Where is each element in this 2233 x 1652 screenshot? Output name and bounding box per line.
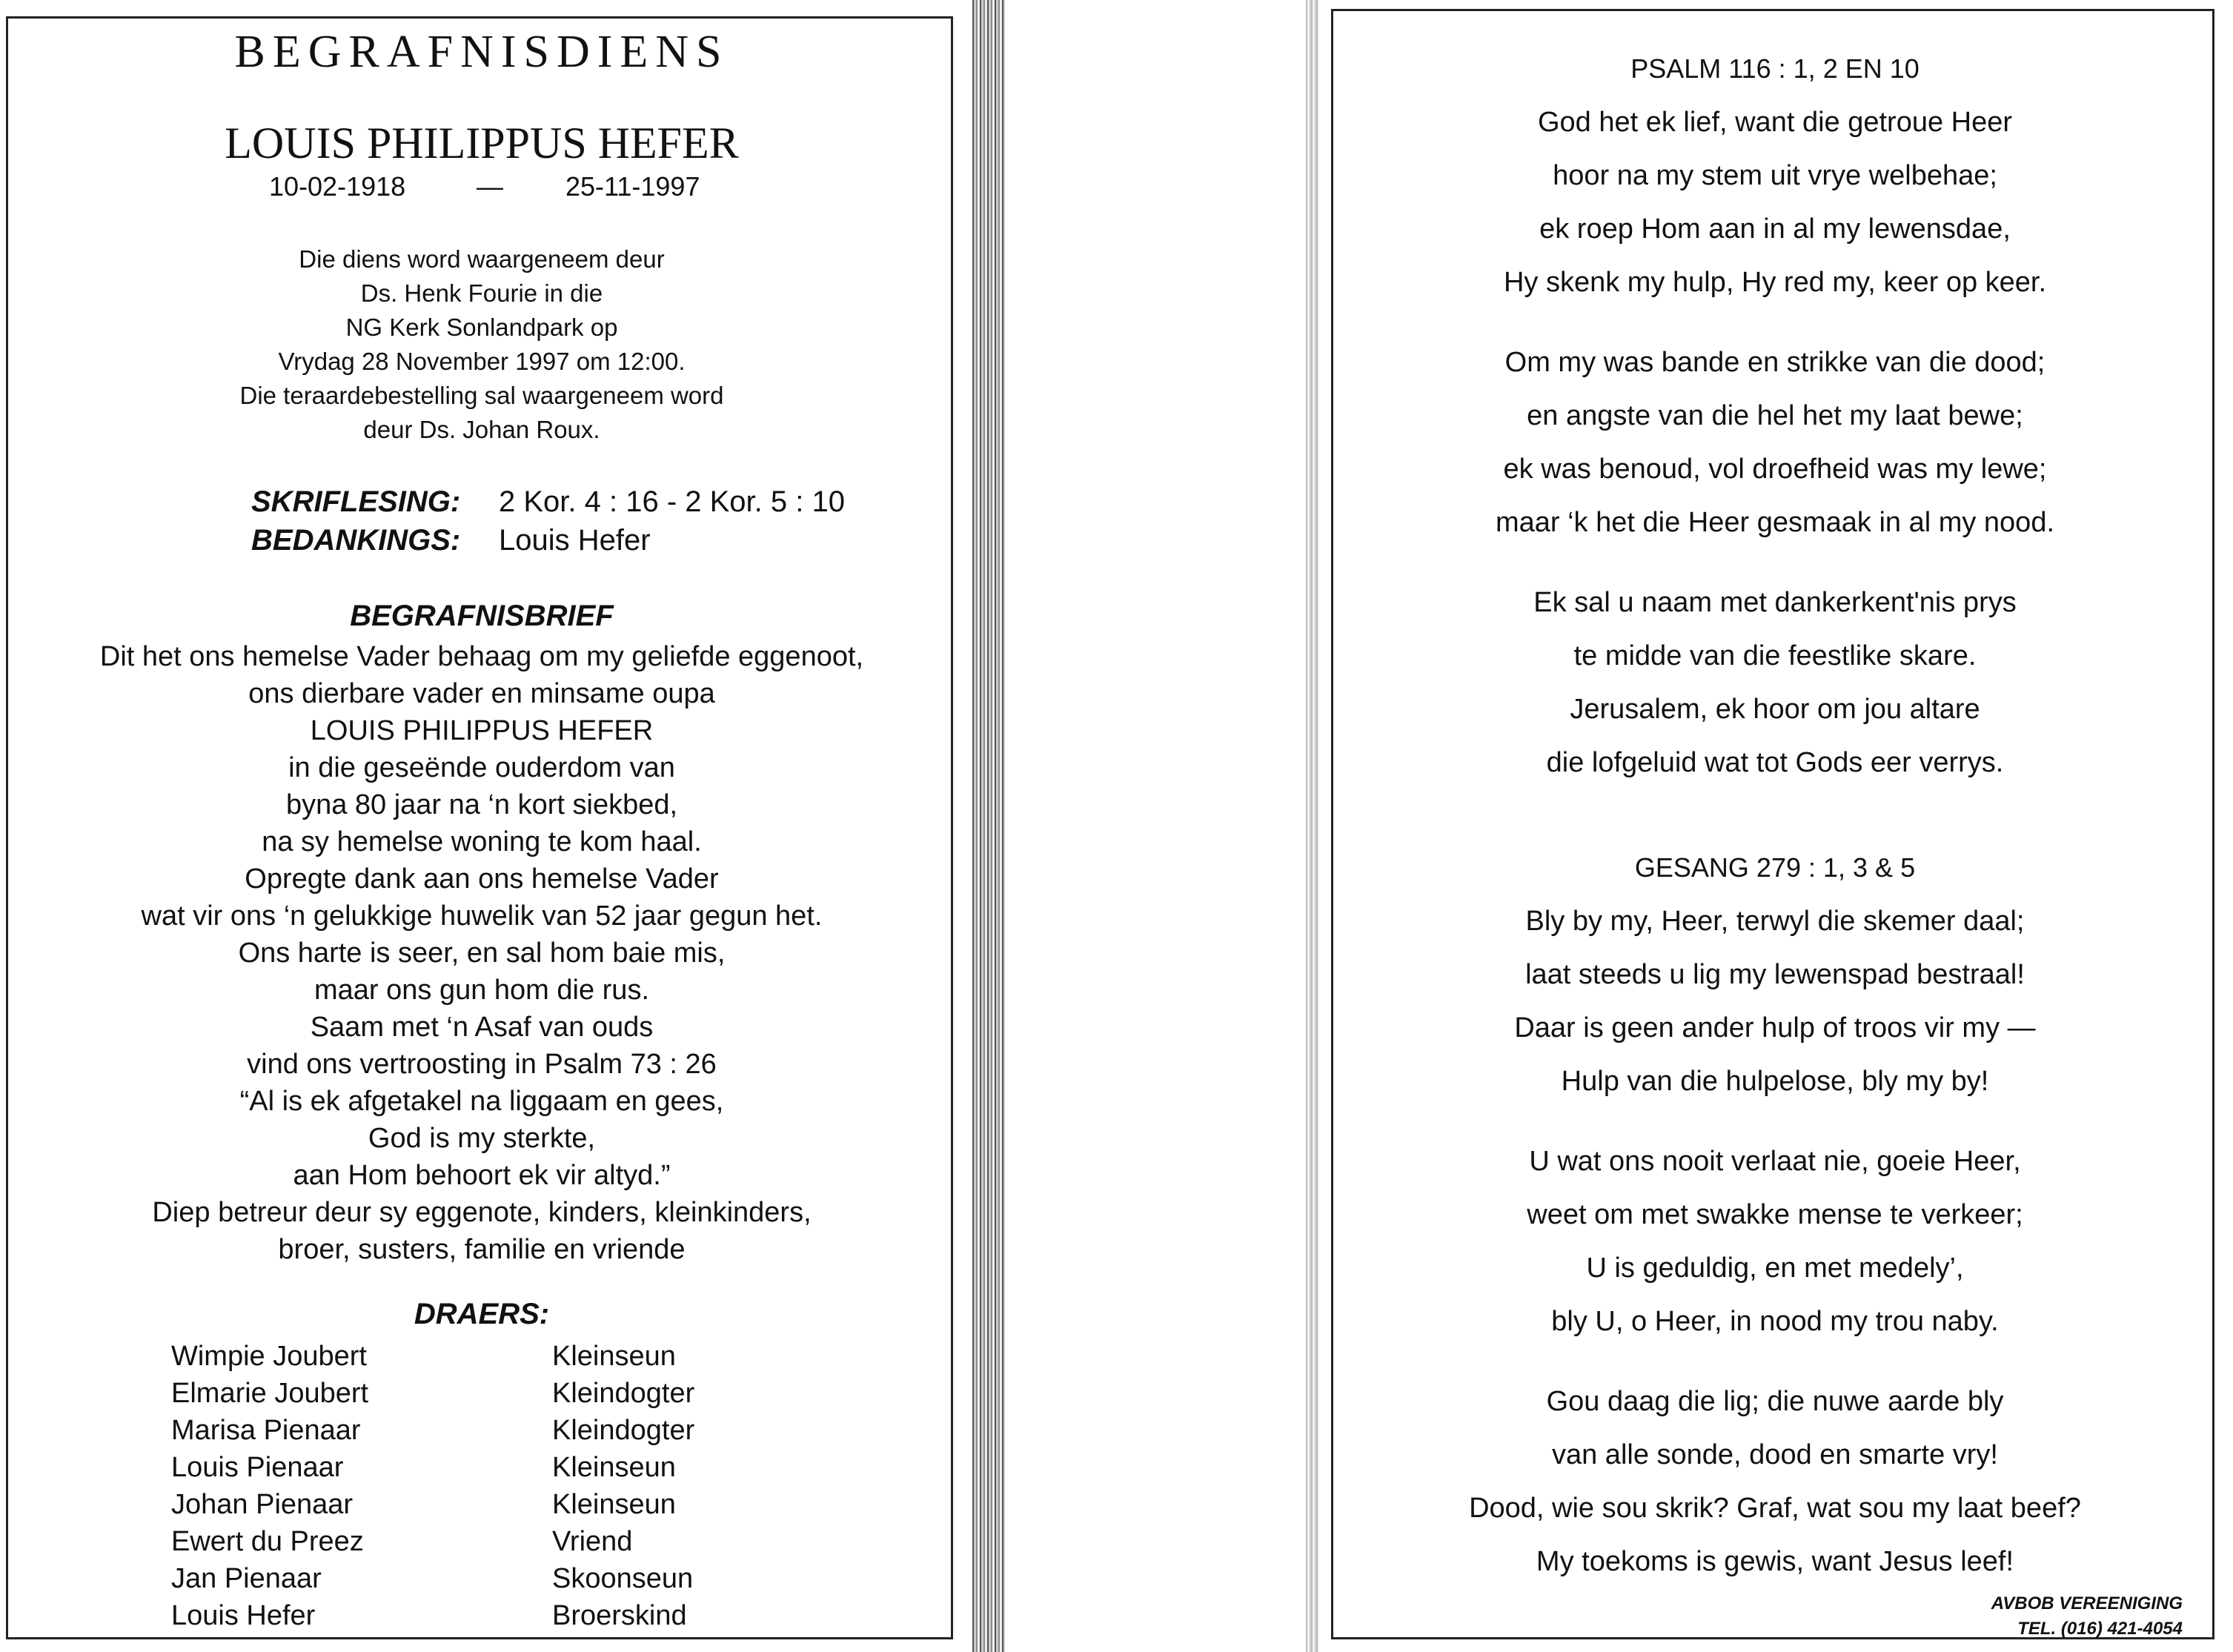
letter-line: God is my sterkte, bbox=[368, 1123, 596, 1154]
bearer-name: Johan Pienaar bbox=[171, 1489, 354, 1520]
verse-line: die lofgeluid wat tot Gods eer verrys. bbox=[1546, 747, 2004, 778]
verse-line: Om my was bande en strikke van die dood; bbox=[1504, 347, 2045, 378]
service-line: Die diens word waargeneem deur bbox=[299, 245, 665, 273]
scripture-value: 2 Kor. 4 : 16 - 2 Kor. 5 : 10 bbox=[499, 485, 845, 518]
psalm-stanza-1 bbox=[1333, 96, 2217, 309]
bearer-relation: Kleinseun bbox=[552, 1341, 676, 1372]
letter-heading: BEGRAFNISBRIEF bbox=[350, 600, 614, 632]
gesang-279 bbox=[1333, 841, 2217, 1588]
bearer-relation: Kleinseun bbox=[552, 1452, 676, 1483]
verse-line: bly U, o Heer, in nood my trou naby. bbox=[1551, 1306, 1999, 1337]
letter-line: maar ons gun hom die rus. bbox=[313, 975, 649, 1006]
verse-line: U wat ons nooit verlaat nie, goeie Heer, bbox=[1529, 1146, 2021, 1177]
service-line: Die teraardebestelling sal waargeneem word bbox=[239, 382, 724, 409]
letter-line: Ons harte is seer, en sal hom baie mis, bbox=[238, 938, 726, 969]
funeral-programme-right-page bbox=[1331, 9, 2214, 1639]
service-line: NG Kerk Sonlandpark op bbox=[345, 314, 618, 341]
letter-line: Dit het ons hemelse Vader behaag om my geliefde eggenoot, bbox=[99, 641, 864, 672]
verse-line: Jerusalem, ek hoor om jou altare bbox=[1570, 694, 1980, 725]
page-fold-shadow bbox=[1306, 0, 1319, 1652]
bearer-relation: Skoonseun bbox=[552, 1563, 694, 1594]
gesang-stanza-3 bbox=[1333, 1375, 2217, 1588]
letter-line: Opregte dank aan ons hemelse Vader bbox=[245, 863, 719, 895]
psalm-stanza-2 bbox=[1333, 336, 2217, 549]
bearer-relation: Kleindogter bbox=[552, 1378, 695, 1409]
funeral-programme-left-page bbox=[6, 16, 953, 1639]
bearers-heading: DRAERS: bbox=[414, 1298, 550, 1330]
bearer-name: Wimpie Joubert bbox=[171, 1341, 367, 1372]
bearer-relation: Kleindogter bbox=[552, 1415, 695, 1446]
bearer-name: Louis Pienaar bbox=[171, 1452, 344, 1483]
thanks-value: Louis Hefer bbox=[499, 524, 651, 557]
verse-line: ek roep Hom aan in al my lewensdae, bbox=[1539, 213, 2011, 245]
verse-line: ek was benoud, vol droefheid was my lewe; bbox=[1503, 454, 2047, 485]
verse-line: Daar is geen ander hulp of troos vir my — bbox=[1514, 1012, 2036, 1044]
bearer-name: Elmarie Joubert bbox=[171, 1378, 369, 1409]
verse-line: en angste van die hel het my laat bewe; bbox=[1527, 400, 2023, 431]
verse-line: hoor na my stem uit vrye welbehae; bbox=[1553, 160, 1997, 191]
verse-line: weet om met swakke mense te verkeer; bbox=[1527, 1199, 2023, 1230]
letter-line: LOUIS PHILIPPUS HEFER bbox=[310, 715, 654, 746]
date-separator: — bbox=[477, 171, 503, 202]
footer-phone: TEL. (016) 421-4054 bbox=[2017, 1619, 2183, 1639]
funeral-letter bbox=[8, 638, 955, 1268]
letter-line: wat vir ons ‘n gelukkige huwelik van 52 jaar gegun het. bbox=[141, 900, 823, 932]
bearer-name: Ewert du Preez bbox=[171, 1526, 364, 1557]
verse-line: U is geduldig, en met medely’, bbox=[1586, 1253, 1964, 1284]
bearer-relation: Kleinseun bbox=[552, 1489, 676, 1520]
gesang-stanza-2 bbox=[1333, 1135, 2217, 1348]
death-date: 25-11-1997 bbox=[565, 171, 700, 202]
letter-line: aan Hom behoort ek vir altyd.” bbox=[293, 1160, 671, 1191]
bearer-relation: Vriend bbox=[552, 1526, 633, 1557]
scripture-label: SKRIFLESING: bbox=[251, 485, 461, 518]
service-title: BEGRAFNISDIENS bbox=[234, 27, 729, 77]
letter-line: in die geseënde ouderdom van bbox=[288, 752, 675, 783]
letter-line: Saam met ‘n Asaf van ouds bbox=[310, 1012, 654, 1043]
gesang-heading: GESANG 279 : 1, 3 & 5 bbox=[1634, 852, 1916, 883]
verse-line: Bly by my, Heer, terwyl die skemer daal; bbox=[1525, 906, 2025, 937]
footer-org: AVBOB VEREENIGING bbox=[1991, 1593, 2183, 1613]
deceased-name: LOUIS PHILIPPUS HEFER bbox=[225, 119, 739, 167]
bearer-name: Marisa Pienaar bbox=[171, 1415, 361, 1446]
birth-date: 10-02-1918 bbox=[269, 171, 406, 202]
letter-line: “Al is ek afgetakel na liggaam en gees, bbox=[239, 1086, 724, 1117]
verse-line: laat steeds u lig my lewenspad bestraal! bbox=[1525, 959, 2025, 990]
psalm-stanza-3 bbox=[1333, 576, 2217, 789]
verse-line: Ek sal u naam met dankerkent'nis prys bbox=[1533, 587, 2017, 618]
funeral-home-footer bbox=[1991, 1591, 2183, 1642]
bearer-name: Jan Pienaar bbox=[171, 1563, 322, 1594]
service-details bbox=[8, 242, 955, 447]
verse-line: My toekoms is gewis, want Jesus leef! bbox=[1536, 1546, 2014, 1577]
letter-line: byna 80 jaar na ‘n kort siekbed, bbox=[285, 789, 678, 820]
verse-line: van alle sonde, dood en smarte vry! bbox=[1551, 1439, 1998, 1470]
letter-line: vind ons vertroosting in Psalm 73 : 26 bbox=[247, 1049, 717, 1080]
letter-line: broer, susters, familie en vriende bbox=[278, 1234, 686, 1265]
gesang-stanza-1 bbox=[1333, 895, 2217, 1108]
thanks-label: BEDANKINGS: bbox=[251, 524, 461, 557]
bearer-relation: Broerskind bbox=[552, 1600, 687, 1631]
psalm-116 bbox=[1333, 42, 2217, 789]
letter-line: ons dierbare vader en minsame oupa bbox=[248, 678, 715, 709]
verse-line: Hy skenk my hulp, Hy red my, keer op keer. bbox=[1503, 267, 2047, 298]
verse-line: Dood, wie sou skrik? Graf, wat sou my laat beef? bbox=[1469, 1493, 2081, 1524]
page-fold-shadow bbox=[972, 0, 1005, 1652]
bearer-name: Louis Hefer bbox=[171, 1600, 316, 1631]
service-line: Vrydag 28 November 1997 om 12:00. bbox=[278, 348, 686, 375]
verse-line: maar ‘k het die Heer gesmaak in al my nood. bbox=[1495, 507, 2055, 538]
service-line: deur Ds. Johan Roux. bbox=[363, 416, 600, 443]
letter-line: na sy hemelse woning te kom haal. bbox=[262, 826, 702, 857]
verse-line: God het ek lief, want die getroue Heer bbox=[1537, 107, 2013, 138]
verse-line: Gou daag die lig; die nuwe aarde bly bbox=[1546, 1386, 2004, 1417]
psalm-heading: PSALM 116 : 1, 2 EN 10 bbox=[1630, 53, 1920, 84]
letter-line: Diep betreur deur sy eggenote, kinders, kleinkinders, bbox=[152, 1197, 812, 1228]
verse-line: Hulp van die hulpelose, bly my by! bbox=[1561, 1066, 1989, 1097]
service-line: Ds. Henk Fourie in die bbox=[360, 279, 603, 307]
verse-line: te midde van die feestlike skare. bbox=[1573, 640, 1977, 671]
